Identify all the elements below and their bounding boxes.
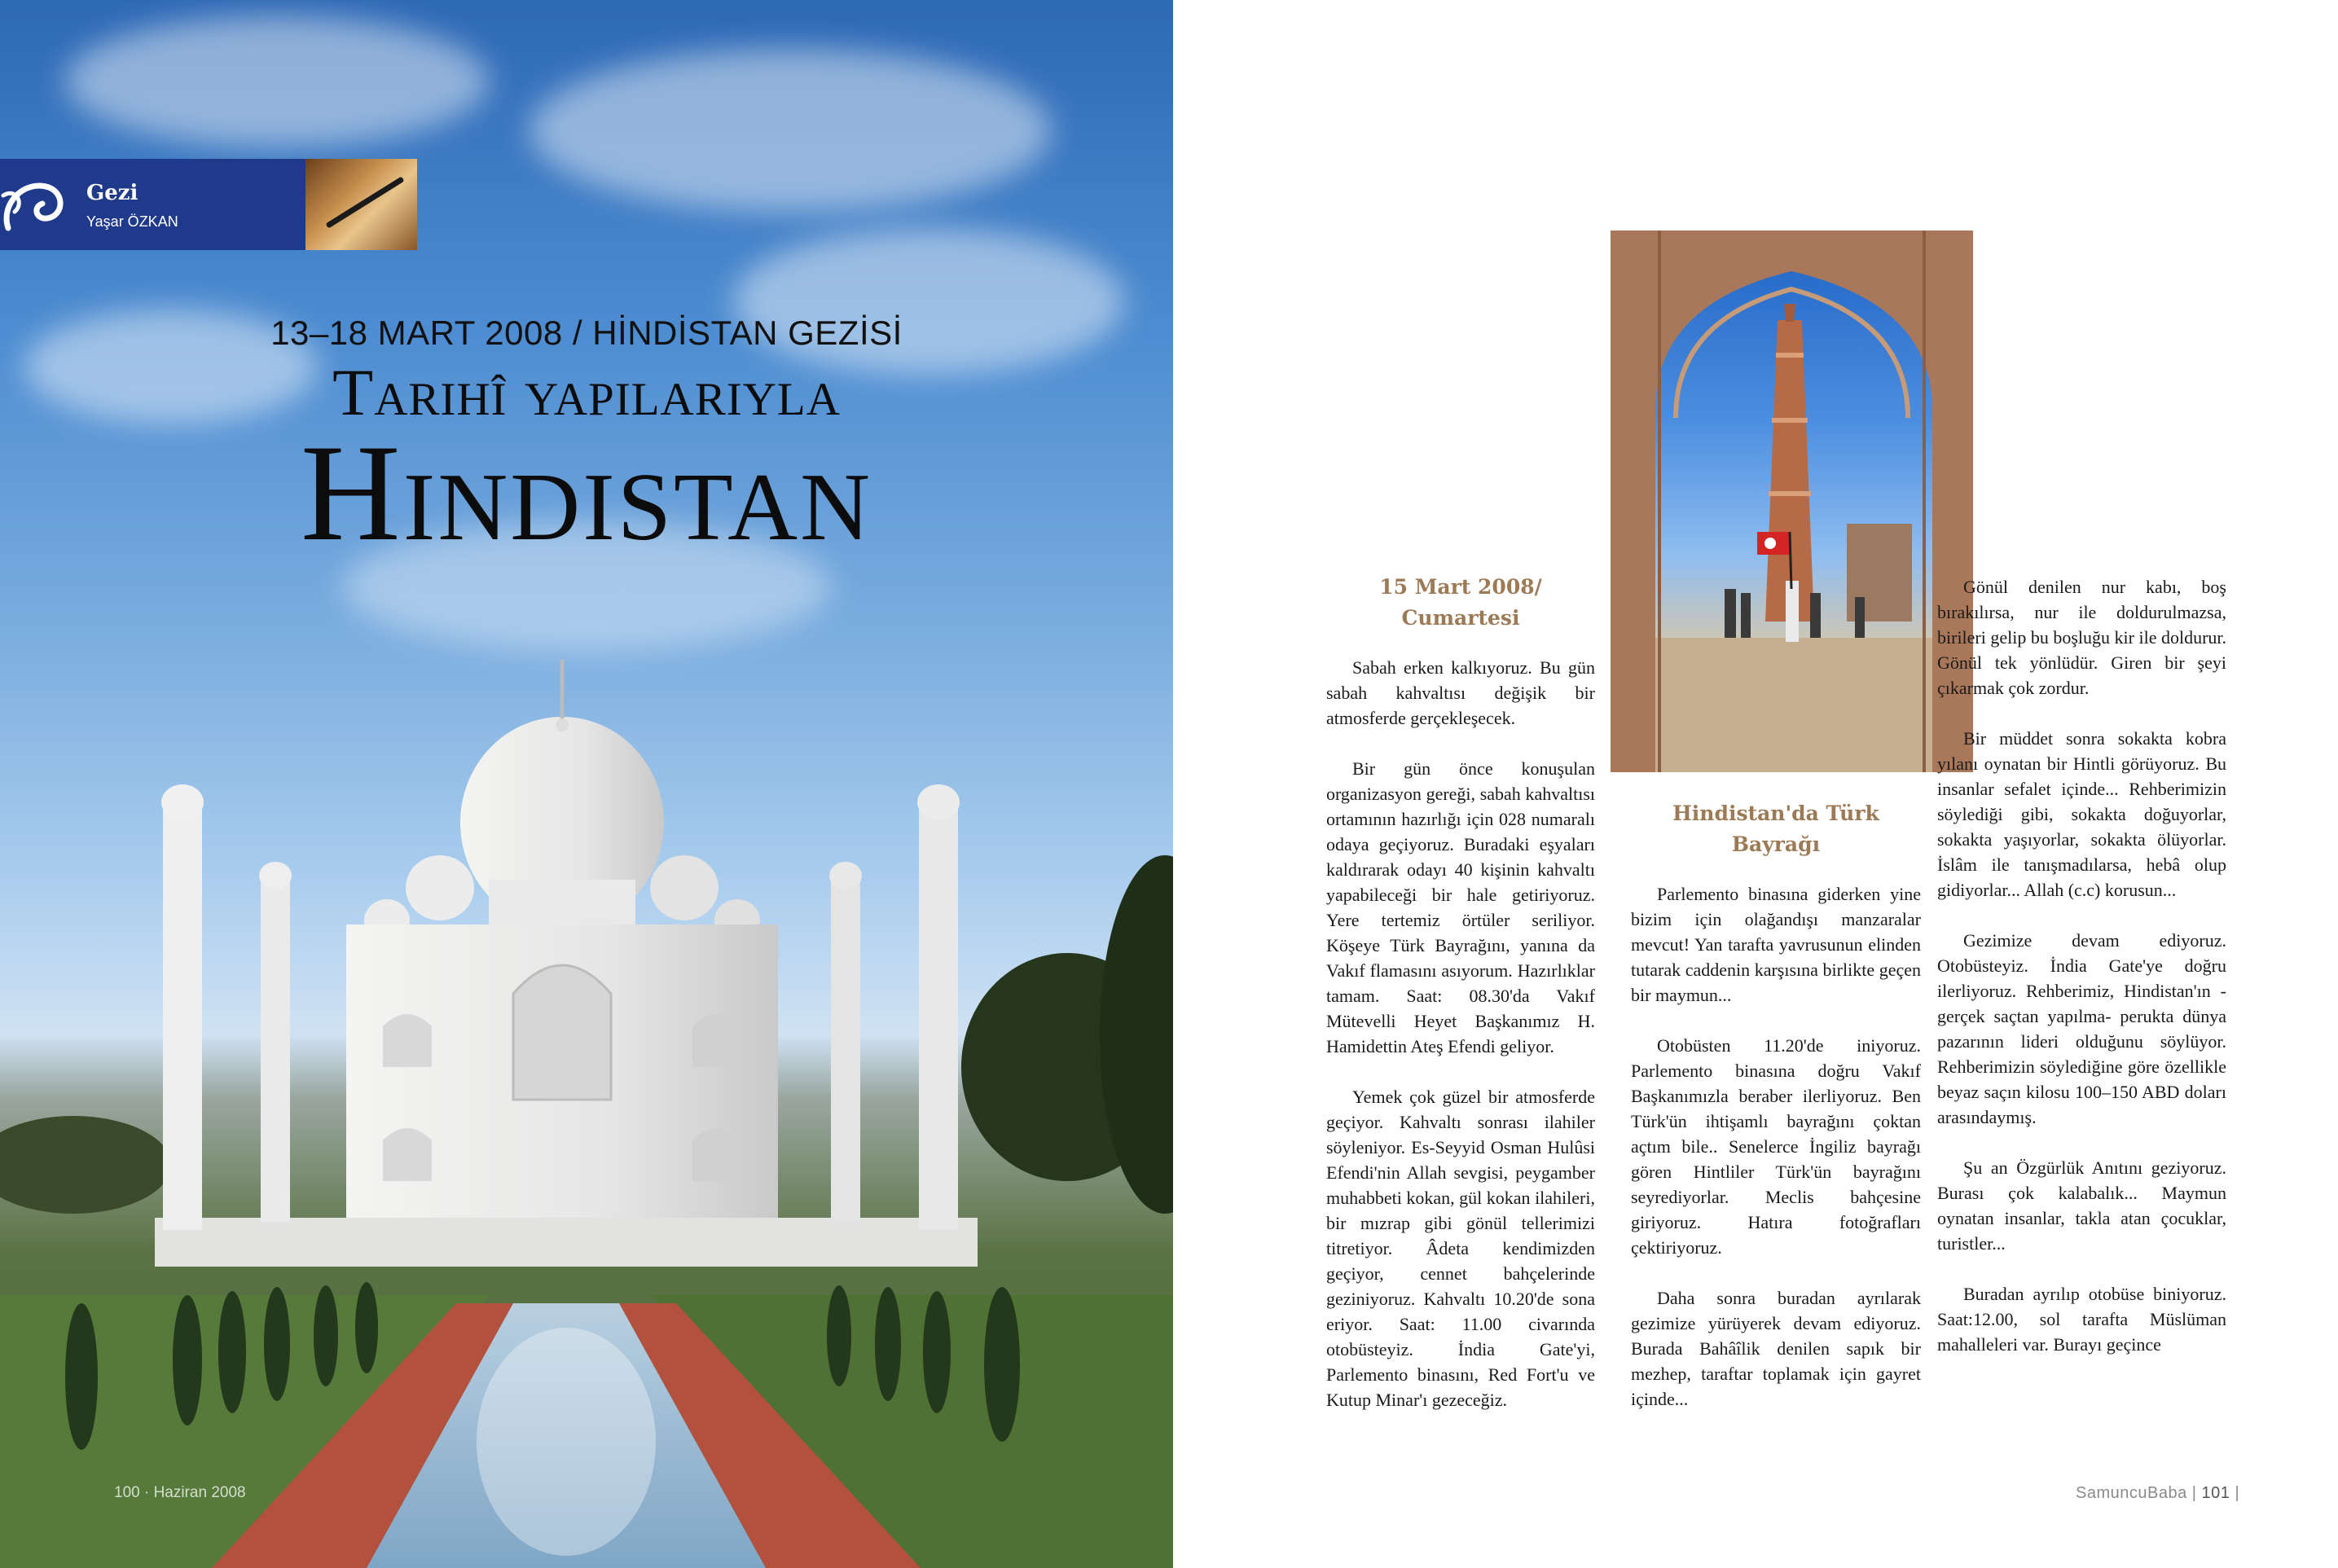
- page-folio-right: SamuncuBaba | 101 |: [2076, 1484, 2240, 1502]
- paragraph: Bir müddet sonra sokakta kobra yılanı oynatan bir Hintli görüyoruz. Bu insanlar sefalet içinde... Rehberimizin söylediği gibi, sokakta doğuyorlar, sokakta yaşıyorlar, sokakta ölüyorlar. İslâm ile tanışmadılarsa, hebâ olup gidiyorlar... Allah (c.c) korusun...: [1937, 728, 2226, 900]
- article-title-line2: Hindistan: [300, 416, 873, 569]
- paragraph: Daha sonra buradan ayrılarak gezimize yürüyerek devam ediyoruz. Burada Bahâîlik denilen sapık bir mezhep, taraftar toplamak için gayret içinde...: [1631, 1288, 1921, 1409]
- paragraph: Gönül denilen nur kabı, boş bırakılırsa, nur ile doldurulmazsa, birileri gelip bu boşluğu kir ile doldurur. Gönül tek yönlüdür. Giren bir şeyi çıkarmak çok zordur.: [1937, 577, 2227, 698]
- paragraph: Parlemento binasına giderken yine bizim için olağandışı manzaralar mevcut! Yan tarafta yavrusunun elinden tutarak caddenin karşısına birlikte geçen bir maymun...: [1631, 884, 1921, 1005]
- paragraph: Bir gün önce konuşulan organizasyon gereği, sabah kahvaltısı ortamının hazırlığı için 028 numaralı odaya geçiyoruz. Buradaki eşyaları kaldırarak odayı 40 kişinin kahvaltı yapabileceği bir hale getiriyoruz. Yere tertemiz örtüler seriliyor. Köşeye Türk Bayrağını, yanına da Vakıf flamasını asıyorum. Hazırlıklar tamam. Saat: 08.30'da Vakıf Mütevelli Heyet Başkanımız H. Hamidettin Ateş Efendi geliyor.: [1326, 758, 1595, 1056]
- ornament-swirl-icon: [0, 171, 73, 239]
- paragraph: Şu an Özgürlük Anıtını geziyoruz. Burası çok kalabalık... Maymun oynatan insanlar, takla atan çocuklar, turistler...: [1937, 1157, 2226, 1254]
- paragraph: Otobüsten 11.20'de iniyoruz. Parlemento binasına doğru Vakıf Başkanımızla beraber ilerliyoruz. Ben Türk'ün ihtişamlı bayrağını çoktan açtım bile.. Senelerce İngiliz bayrağı gören Hintliler Türk'ün bayrağını seyrediyorlar. Meclis bahçesine giriyoruz. Hatıra fotoğrafları çektiriyoruz.: [1631, 1035, 1921, 1258]
- pen-photo: [305, 159, 417, 250]
- taj-mahal-photo: [0, 643, 1173, 1568]
- paragraph: Yemek çok güzel bir atmosferde geçiyor. Kahvaltı sonrası ilahiler söyleniyor. Es-Seyyid Osman Hulûsi Efendi'nin Allah sevgisi, peygamber muhabbeti kokan, gül kokan ilahileri, bir mızrap gibi gönül tellerimizi titretiyor. Âdeta kendimizden geçiyor, cennet bahçelerinde geziniyoruz. Kahvaltı 10.20'de sona eriyor. Saat: 11.00 civarında otobüsteyiz. İndia Gate'yi, Parlemento binasını, Red Fort'u ve Kutup Minar'ı gezeceğiz.: [1326, 1087, 1595, 1410]
- qutub-minar-photo: [1611, 231, 1973, 772]
- paragraph: Sabah erken kalkıyoruz. Bu gün sabah kahvaltısı değişik bir atmosferde gerçekleşecek.: [1326, 657, 1595, 728]
- section-heading: Hindistan'da Türk Bayrağı: [1672, 802, 1879, 856]
- cloud: [733, 228, 1124, 375]
- cloud: [65, 16, 489, 147]
- paragraph: Buradan ayrılıp otobüse biniyoruz. Saat:12.00, sol tarafta Müslüman mahalleleri var. Burayı geçince: [1937, 1284, 2226, 1355]
- date-heading: 15 Mart 2008/ Cumartesi: [1379, 575, 1542, 630]
- page-folio-left: 100 · Haziran 2008: [114, 1484, 246, 1501]
- cloud: [530, 49, 1051, 212]
- section-label: Gezi: [86, 181, 138, 205]
- article-subtitle: 13–18 MART 2008 / HİNDİSTAN GEZİSİ: [270, 314, 903, 352]
- page-number: 101: [2201, 1484, 2230, 1502]
- paragraph: Gezimize devam ediyoruz. Otobüsteyiz. İndia Gate'ye doğru ilerliyoruz. Rehberimiz, Hindistan'ın -gerçek saçtan yapılma- perukta dünya pazarının lideri olduğunu söylüyor. Rehberimizin söylediğine göre özellikle beyaz saçın kilosu 100–150 ABD doları arasındaymış.: [1937, 930, 2226, 1127]
- article-title-line1: Tarihî yapılarıyla: [332, 355, 841, 429]
- column-1: [1326, 572, 1595, 1438]
- arch-image: [1611, 231, 1973, 772]
- pen-icon: [326, 176, 405, 228]
- author-name: Yaşar ÖZKAN: [86, 213, 178, 230]
- magazine-name: SamuncuBaba: [2076, 1484, 2187, 1502]
- column-2: [1631, 798, 1921, 1437]
- column-3: [1937, 574, 2226, 1382]
